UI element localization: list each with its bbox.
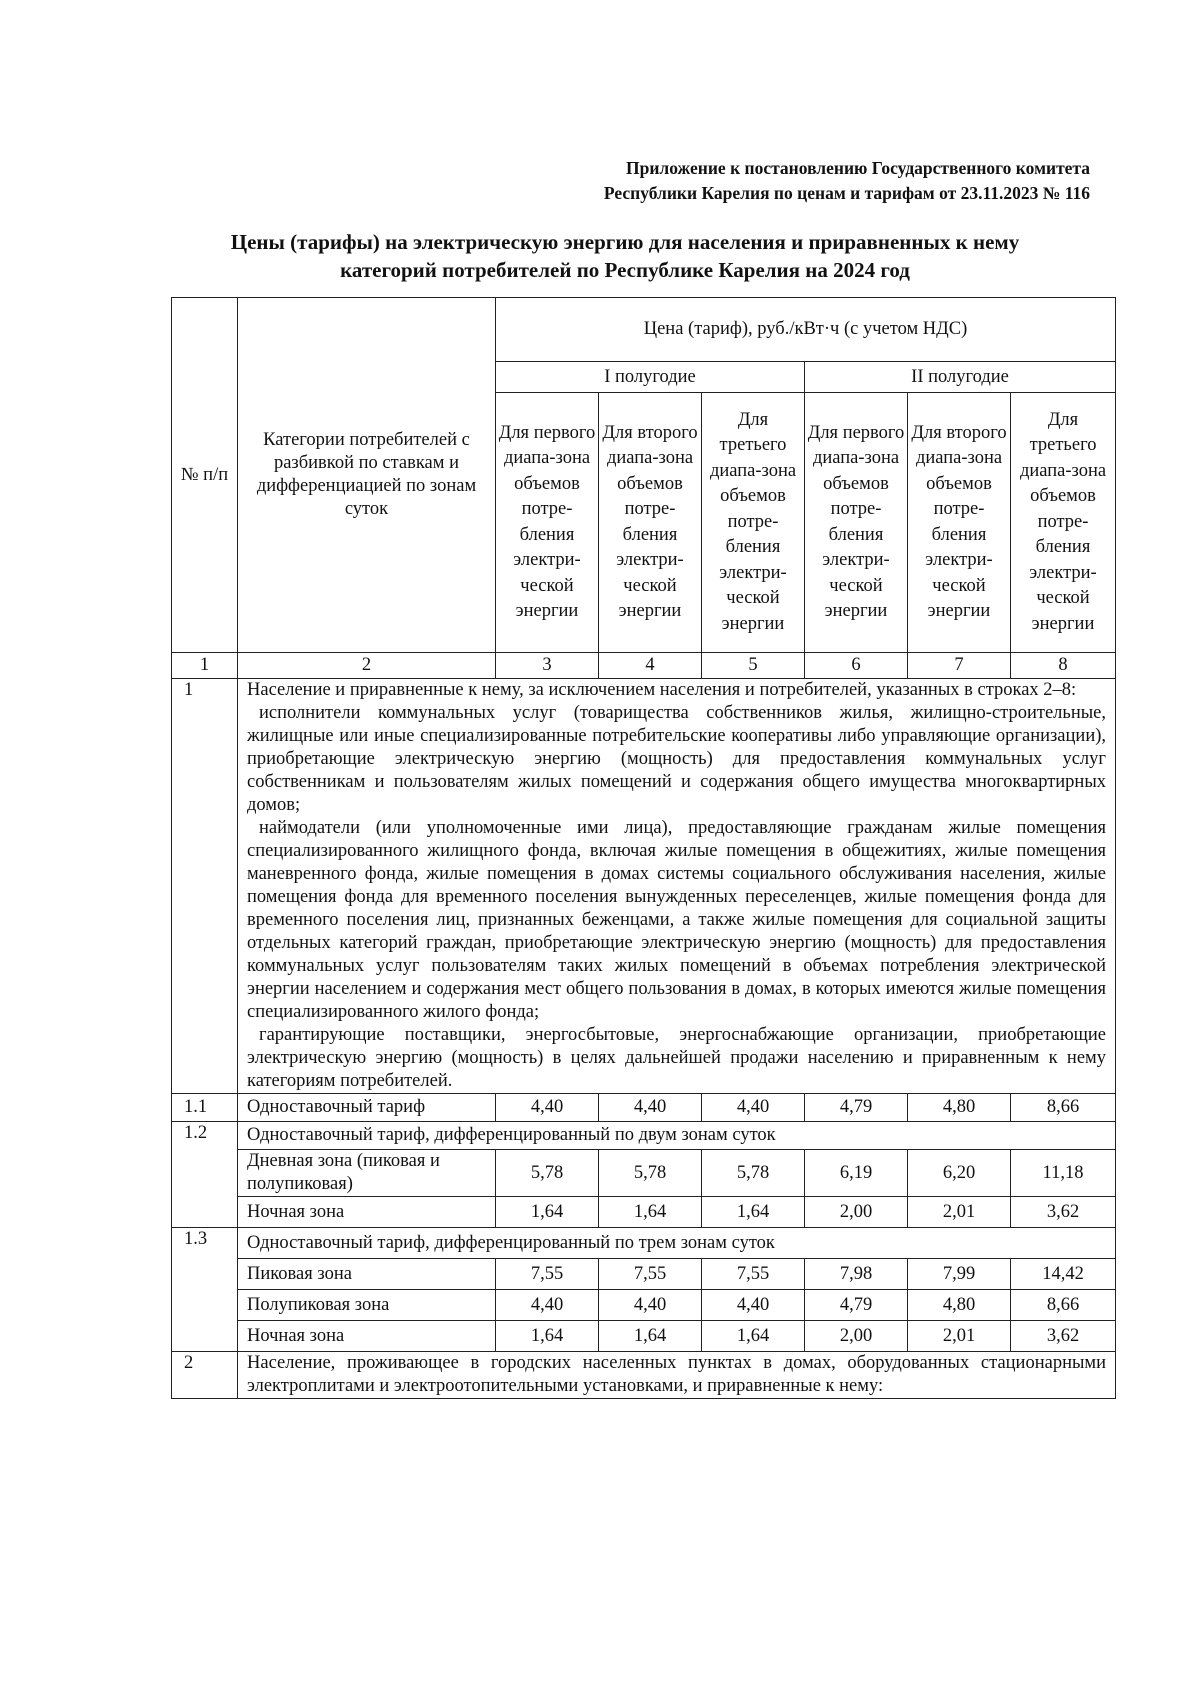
price-cell: 2,00: [805, 1197, 908, 1228]
col-index: 4: [599, 653, 702, 679]
row-label: Пиковая зона: [238, 1259, 496, 1290]
col-index: 6: [805, 653, 908, 679]
col-index: 2: [238, 653, 496, 679]
group-1-row: [172, 679, 1116, 1094]
header-half-2: II полугодие: [805, 362, 1116, 393]
col-index: 8: [1011, 653, 1116, 679]
table-row: [172, 1094, 1116, 1122]
row-label: Одноставочный тариф, дифференцированный по трем зонам суток: [238, 1228, 1116, 1259]
document-title: [150, 228, 1100, 284]
group-1-description: [238, 679, 1116, 1094]
price-cell: 4,79: [805, 1094, 908, 1122]
col-index: 1: [172, 653, 238, 679]
row-label: Ночная зона: [238, 1321, 496, 1352]
header-range-1: Для первого диапа-зона объемов потре-бления электри-ческой энергии: [496, 393, 599, 653]
row-label: Одноставочный тариф, дифференцированный по двум зонам суток: [238, 1122, 1116, 1150]
header-half-1: I полугодие: [496, 362, 805, 393]
row-label: Ночная зона: [238, 1197, 496, 1228]
table-row: [172, 1150, 1116, 1197]
col-index: 5: [702, 653, 805, 679]
title-line-2: категорий потребителей по Республике Карелия на 2024 год: [340, 258, 910, 282]
column-index-row: [172, 653, 1116, 679]
price-cell: 14,42: [1011, 1259, 1116, 1290]
appendix-line-1: Приложение к постановлению Государственного комитета: [625, 158, 1090, 178]
header-range-6: Для третьего диапа-зона объемов потре-бления электри-ческой энергии: [1011, 393, 1116, 653]
header-price: Цена (тариф), руб./кВт·ч (с учетом НДС): [496, 298, 1116, 362]
group-1-para-1: исполнители коммунальных услуг (товарищества собственников жилья, жилищно-строительные, жилищные или иные специализированные потребительские кооперативы либо управляющие организации), приобретающие электрическую энергию (мощность) для предоставления коммунальных услуг собственникам и пользователям жилых помещений и содержания общего имущества многоквартирных домов;: [247, 703, 1107, 815]
title-line-1: Цены (тарифы) на электрическую энергию для населения и приравненных к нему: [230, 230, 1020, 254]
header-range-3: Для третьего диапа-зона объемов потре-бления электри-ческой энергии: [702, 393, 805, 653]
price-cell: 6,19: [805, 1150, 908, 1197]
col-index: 7: [908, 653, 1011, 679]
price-cell: 2,00: [805, 1321, 908, 1352]
price-cell: 7,55: [599, 1259, 702, 1290]
row-number: 1.3: [172, 1228, 238, 1352]
col-index: 3: [496, 653, 599, 679]
tariff-table: [171, 297, 1116, 1399]
appendix-note: [604, 156, 1090, 206]
header-no: № п/п: [172, 298, 238, 653]
row-number: 2: [172, 1352, 238, 1399]
group-1-intro: Население и приравненные к нему, за исключением населения и потребителей, указанных в строках 2–8:: [247, 680, 1077, 700]
row-label: Полупиковая зона: [238, 1290, 496, 1321]
row-number: 1.2: [172, 1122, 238, 1228]
price-cell: 8,66: [1011, 1290, 1116, 1321]
table-row: [172, 1228, 1116, 1259]
group-2-row: [172, 1352, 1116, 1399]
row-label: Одноставочный тариф: [238, 1094, 496, 1122]
price-cell: 4,40: [599, 1290, 702, 1321]
price-cell: 8,66: [1011, 1094, 1116, 1122]
group-1-para-3: гарантирующие поставщики, энергосбытовые, энергоснабжающие организации, приобретающие электрическую энергию (мощность) в целях дальнейшей продажи населению и приравненным к нему категориям потребителей.: [247, 1025, 1107, 1091]
header-category: Категории потребителей с разбивкой по ставкам и дифференциацией по зонам суток: [238, 298, 496, 653]
price-cell: 7,98: [805, 1259, 908, 1290]
price-cell: 4,40: [496, 1290, 599, 1321]
price-cell: 1,64: [599, 1321, 702, 1352]
header-row-price: [172, 298, 1116, 362]
price-cell: 1,64: [702, 1197, 805, 1228]
table-row: [172, 1197, 1116, 1228]
price-cell: 1,64: [496, 1197, 599, 1228]
price-cell: 7,55: [496, 1259, 599, 1290]
price-cell: 2,01: [908, 1197, 1011, 1228]
price-cell: 2,01: [908, 1321, 1011, 1352]
row-label: Дневная зона (пиковая и полупиковая): [238, 1150, 496, 1197]
price-cell: 5,78: [496, 1150, 599, 1197]
price-cell: 4,40: [599, 1094, 702, 1122]
table-row: [172, 1122, 1116, 1150]
appendix-line-2: Республики Карелия по ценам и тарифам от 23.11.2023 № 116: [603, 183, 1090, 203]
header-range-5: Для второго диапа-зона объемов потре-бления электри-ческой энергии: [908, 393, 1011, 653]
price-cell: 7,55: [702, 1259, 805, 1290]
price-cell: 3,62: [1011, 1197, 1116, 1228]
price-cell: 6,20: [908, 1150, 1011, 1197]
group-2-description: Население, проживающее в городских населенных пунктах в домах, оборудованных стационарными электроплитами и электроотопительными установками, и приравненные к нему:: [238, 1352, 1116, 1399]
price-cell: 1,64: [702, 1321, 805, 1352]
price-cell: 1,64: [496, 1321, 599, 1352]
price-cell: 11,18: [1011, 1150, 1116, 1197]
table-row: [172, 1290, 1116, 1321]
price-cell: 5,78: [702, 1150, 805, 1197]
price-cell: 4,40: [702, 1094, 805, 1122]
header-range-4: Для первого диапа-зона объемов потре-бления электри-ческой энергии: [805, 393, 908, 653]
price-cell: 3,62: [1011, 1321, 1116, 1352]
price-cell: 4,80: [908, 1290, 1011, 1321]
price-cell: 4,40: [496, 1094, 599, 1122]
price-cell: 5,78: [599, 1150, 702, 1197]
price-cell: 4,79: [805, 1290, 908, 1321]
price-cell: 1,64: [599, 1197, 702, 1228]
price-cell: 4,80: [908, 1094, 1011, 1122]
table-row: [172, 1321, 1116, 1352]
price-cell: 7,99: [908, 1259, 1011, 1290]
row-number: 1.1: [172, 1094, 238, 1122]
group-1-para-2: наймодатели (или уполномоченные ими лица), предоставляющие гражданам жилые помещения специализированного жилищного фонда, включая жилые помещения в общежитиях, жилые помещения маневренного фонда, жилые помещения в домах системы социального обслуживания населения, жилые помещения фонда для временного поселения вынужденных переселенцев, жилые помещения фонда для временного поселения лиц, признанных беженцами, а также жилые помещения для социальной защиты отдельных категорий граждан, приобретающие электрическую энергию (мощность) для предоставления коммунальных услуг пользователям таких жилых помещений в объемах потребления электрической энергии населением и содержания мест общего пользования в домах, в которых имеются жилые помещения специализированного жилого фонда;: [247, 818, 1107, 1022]
price-cell: 4,40: [702, 1290, 805, 1321]
table-row: [172, 1259, 1116, 1290]
header-range-2: Для второго диапа-зона объемов потре-бления электри-ческой энергии: [599, 393, 702, 653]
row-number: 1: [172, 679, 238, 1094]
